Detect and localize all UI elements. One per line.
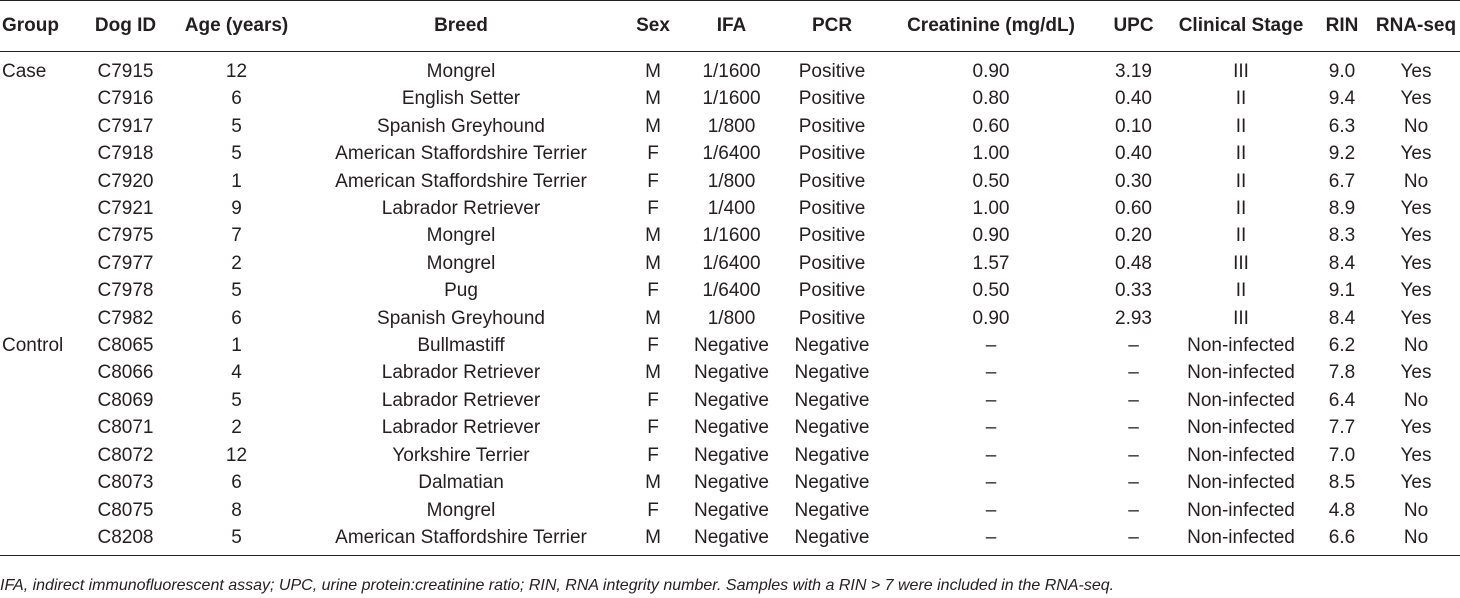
cell-upc: – <box>1128 444 1139 466</box>
cell-dog-id: C7978 <box>97 280 154 302</box>
cell-ifa: 1/6400 <box>702 252 761 274</box>
cell-ifa: Negative <box>694 389 769 411</box>
cell-rin: 9.0 <box>1328 61 1356 82</box>
cell-breed: Mongrel <box>426 225 496 247</box>
cell-age: 1 <box>231 335 242 357</box>
cell-dog-id: C8065 <box>97 335 154 357</box>
cell-age: 2 <box>231 417 242 439</box>
cell-breed: American Staffordshire Terrier <box>335 170 587 192</box>
column-header-clinical-stage: Clinical Stage <box>1170 1 1312 52</box>
cell-dog-id: C8208 <box>78 524 173 556</box>
cell-rin: 8.4 <box>1328 307 1356 329</box>
cell-pcr: Positive <box>798 225 866 247</box>
cell-creatinine: 0.90 <box>972 61 1010 82</box>
cell-sex: F <box>647 389 659 411</box>
table-row <box>0 168 1460 195</box>
table-row <box>0 524 1460 556</box>
cell-breed: Bullmastiff <box>417 335 505 357</box>
cell-upc: 0.20 <box>1115 225 1152 247</box>
cell-breed: Labrador Retriever <box>381 389 541 411</box>
column-header-pcr: PCR <box>779 1 885 52</box>
cell-upc: 0.30 <box>1115 170 1152 192</box>
cell-dog-id: C8071 <box>97 417 154 439</box>
cell-dog-id: C8069 <box>97 389 154 411</box>
cell-creatinine: 0.90 <box>972 225 1010 247</box>
cell-dog-id: C7916 <box>97 88 154 110</box>
cell-pcr: Positive <box>798 252 866 274</box>
cell-dog-id: C7975 <box>97 225 154 247</box>
cell-group <box>0 305 78 332</box>
cell-ifa: 1/1600 <box>702 88 761 110</box>
cell-pcr: Positive <box>798 61 866 82</box>
cell-age: 7 <box>231 225 242 247</box>
cell-upc: 3.19 <box>1115 61 1152 82</box>
cell-group <box>0 442 78 469</box>
cell-creatinine: – <box>885 524 1097 556</box>
cell-creatinine: – <box>985 362 997 384</box>
cell-pcr: Negative <box>794 362 870 384</box>
cell-ifa: Negative <box>684 524 779 556</box>
cell-pcr: Positive <box>798 198 866 220</box>
cell-sex: F <box>647 499 659 521</box>
cell-rin: 7.7 <box>1328 417 1356 439</box>
cell-dog-id: C7977 <box>97 252 154 274</box>
cell-group <box>0 222 78 249</box>
cell-pcr: Negative <box>794 444 870 466</box>
cell-pcr: Negative <box>794 472 870 494</box>
cell-age: 5 <box>173 524 300 556</box>
column-header-age: Age (years) <box>173 1 300 52</box>
cell-rna-seq: No <box>1372 524 1460 556</box>
cell-sex: M <box>645 115 661 137</box>
cell-upc: 0.40 <box>1115 143 1152 165</box>
cell-rna-seq: No <box>1403 389 1429 411</box>
cell-group <box>0 140 78 167</box>
cell-age: 4 <box>231 362 242 384</box>
column-header-sex: Sex <box>622 1 684 52</box>
cell-age: 6 <box>231 472 242 494</box>
cell-upc: 0.10 <box>1115 115 1152 137</box>
cell-breed: Spanish Greyhound <box>377 115 545 137</box>
cell-pcr: Positive <box>798 88 866 110</box>
cell-rin: 7.0 <box>1328 444 1356 466</box>
cell-age: 5 <box>231 115 242 137</box>
cell-breed: English Setter <box>401 88 521 110</box>
cell-clinical-stage: II <box>1235 280 1247 302</box>
cell-group <box>0 414 78 441</box>
cell-sex: M <box>645 252 661 274</box>
cell-sex: M <box>645 362 661 384</box>
cell-ifa: Negative <box>694 362 769 384</box>
cell-clinical-stage: Non-infected <box>1170 524 1312 556</box>
cell-rin: 6.3 <box>1328 115 1356 137</box>
cell-creatinine: 0.50 <box>972 170 1010 192</box>
header-row <box>0 1 1460 52</box>
cell-rna-seq: Yes <box>1400 88 1432 110</box>
cell-dog-id: C8072 <box>97 444 154 466</box>
column-header-creatinine: Creatinine (mg/dL) <box>885 1 1097 52</box>
cell-creatinine: – <box>985 417 997 439</box>
table-row <box>0 85 1460 112</box>
cell-age: 5 <box>231 389 242 411</box>
cell-upc: 0.60 <box>1115 198 1152 220</box>
cell-breed: Spanish Greyhound <box>377 307 545 329</box>
cell-breed: Labrador Retriever <box>381 198 541 220</box>
cell-rin: 9.4 <box>1328 88 1356 110</box>
cell-clinical-stage: II <box>1235 115 1247 137</box>
cell-upc: – <box>1128 362 1139 384</box>
table-row <box>0 469 1460 496</box>
cell-group <box>0 387 78 414</box>
cell-rin: 8.3 <box>1328 225 1356 247</box>
cell-rna-seq: No <box>1403 335 1429 357</box>
cell-clinical-stage: Non-infected <box>1187 499 1295 521</box>
cell-clinical-stage: Non-infected <box>1187 362 1295 384</box>
cell-creatinine: – <box>985 335 997 357</box>
cell-dog-id: C7915 <box>97 61 154 82</box>
cell-rin: 9.2 <box>1328 143 1356 165</box>
cell-rna-seq: Yes <box>1400 225 1432 247</box>
cell-group <box>0 524 78 556</box>
cell-ifa: 1/800 <box>707 170 756 192</box>
cell-clinical-stage: II <box>1235 88 1247 110</box>
cell-creatinine: 1.00 <box>972 198 1010 220</box>
cell-ifa: 1/1600 <box>702 225 761 247</box>
cell-upc: 0.48 <box>1115 252 1152 274</box>
cell-sex: F <box>647 444 659 466</box>
column-header-rin: RIN <box>1312 1 1372 52</box>
cell-pcr: Negative <box>794 389 870 411</box>
cell-rna-seq: Yes <box>1400 143 1432 165</box>
cell-group <box>0 85 78 112</box>
cell-creatinine: – <box>985 472 997 494</box>
cell-rin: 6.4 <box>1328 389 1356 411</box>
cell-dog-id: C8073 <box>97 472 154 494</box>
cell-age: 5 <box>231 280 242 302</box>
table-row <box>0 359 1460 386</box>
table-row <box>0 140 1460 167</box>
cell-clinical-stage: Non-infected <box>1187 444 1295 466</box>
cell-rna-seq: Yes <box>1400 61 1432 82</box>
cell-upc: – <box>1128 499 1139 521</box>
table-row <box>0 52 1460 86</box>
cell-clinical-stage: II <box>1235 143 1247 165</box>
cell-rna-seq: Yes <box>1400 444 1432 466</box>
cell-age: 5 <box>231 143 242 165</box>
cell-creatinine: – <box>985 499 997 521</box>
cell-ifa: 1/800 <box>707 307 756 329</box>
cell-rin: 7.8 <box>1328 362 1356 384</box>
cell-upc: – <box>1128 389 1139 411</box>
cell-upc: 0.40 <box>1115 88 1152 110</box>
cell-pcr: Positive <box>798 170 866 192</box>
cell-clinical-stage: II <box>1235 198 1247 220</box>
cell-upc: – <box>1097 524 1170 556</box>
cell-rin: 6.6 <box>1312 524 1372 556</box>
cell-group <box>0 168 78 195</box>
table-row <box>0 497 1460 524</box>
cell-rin: 9.1 <box>1328 280 1356 302</box>
cell-rin: 6.7 <box>1328 170 1356 192</box>
cell-age: 9 <box>231 198 242 220</box>
cell-dog-id: C8075 <box>97 499 154 521</box>
table-row <box>0 332 1460 359</box>
cell-dog-id: C8066 <box>97 362 154 384</box>
cell-creatinine: 0.50 <box>972 280 1010 302</box>
cell-upc: 0.33 <box>1115 280 1152 302</box>
column-header-upc: UPC <box>1097 1 1170 52</box>
cell-clinical-stage: II <box>1235 225 1247 247</box>
cell-pcr: Negative <box>779 524 885 556</box>
cell-breed: Yorkshire Terrier <box>392 444 530 466</box>
cell-sex: M <box>645 307 661 329</box>
column-header-ifa: IFA <box>684 1 779 52</box>
cell-group <box>0 195 78 222</box>
cell-group <box>0 113 78 140</box>
table-row <box>0 195 1460 222</box>
cell-sex: F <box>647 170 659 192</box>
cell-age: 2 <box>231 252 242 274</box>
cell-rin: 8.5 <box>1328 472 1356 494</box>
cell-breed: Pug <box>444 280 478 302</box>
cell-ifa: 1/800 <box>707 115 756 137</box>
table-footnote: IFA, indirect immunofluorescent assay; UPC, urine protein:creatinine ratio; RIN, RNA integrity number. Samples with a RIN > 7 were included in the RNA-seq. <box>0 577 1115 594</box>
cell-ifa: Negative <box>694 499 769 521</box>
table-row <box>0 305 1460 332</box>
cell-dog-id: C7982 <box>97 307 154 329</box>
cell-ifa: 1/6400 <box>702 280 761 302</box>
cell-age: 12 <box>225 444 248 466</box>
table-body <box>0 52 1460 556</box>
cell-sex: F <box>647 198 659 220</box>
cell-creatinine: 0.80 <box>972 88 1010 110</box>
cell-clinical-stage: III <box>1233 252 1249 274</box>
cell-upc: – <box>1128 472 1139 494</box>
cell-clinical-stage: Non-infected <box>1187 335 1295 357</box>
cell-pcr: Negative <box>794 335 870 357</box>
cell-breed: American Staffordshire Terrier <box>300 524 622 556</box>
cell-upc: – <box>1128 335 1139 357</box>
cell-ifa: Negative <box>694 335 769 357</box>
cell-creatinine: 0.60 <box>972 115 1010 137</box>
cell-rin: 8.4 <box>1328 252 1356 274</box>
column-header-group: Group <box>0 1 78 52</box>
cell-age: 12 <box>225 61 248 82</box>
cell-ifa: Negative <box>694 472 769 494</box>
cell-sex: M <box>645 61 661 82</box>
cell-pcr: Positive <box>798 307 866 329</box>
cell-pcr: Negative <box>794 499 870 521</box>
cell-clinical-stage: Non-infected <box>1187 472 1295 494</box>
cell-clinical-stage: II <box>1235 170 1247 192</box>
cell-rna-seq: No <box>1403 499 1429 521</box>
cell-sex: F <box>647 335 659 357</box>
cell-group <box>0 250 78 277</box>
cell-dog-id: C7920 <box>97 170 154 192</box>
cell-sex: M <box>645 88 661 110</box>
cell-group: Control <box>2 335 64 357</box>
table-row <box>0 222 1460 249</box>
cell-age: 6 <box>231 307 242 329</box>
cell-creatinine: – <box>985 389 997 411</box>
cell-creatinine: 1.57 <box>972 252 1010 274</box>
cell-ifa: 1/1600 <box>702 61 761 82</box>
cell-clinical-stage: III <box>1233 61 1249 82</box>
column-header-rna-seq: RNA-seq <box>1372 1 1460 52</box>
cell-rna-seq: Yes <box>1400 198 1432 220</box>
cell-rna-seq: Yes <box>1400 280 1432 302</box>
cell-breed: Labrador Retriever <box>381 362 541 384</box>
cell-ifa: 1/400 <box>707 198 756 220</box>
cell-rna-seq: Yes <box>1400 252 1432 274</box>
cell-upc: 2.93 <box>1115 307 1152 329</box>
cell-breed: Mongrel <box>426 252 496 274</box>
cell-age: 1 <box>231 170 242 192</box>
cell-breed: American Staffordshire Terrier <box>335 143 587 165</box>
cell-breed: Mongrel <box>426 61 496 82</box>
cell-sex: M <box>645 472 661 494</box>
cell-rin: 6.2 <box>1328 335 1356 357</box>
cell-group <box>0 497 78 524</box>
cell-sex: F <box>647 143 659 165</box>
table-header <box>0 1 1460 52</box>
cell-rna-seq: No <box>1403 115 1429 137</box>
cell-age: 8 <box>231 499 242 521</box>
table-row <box>0 414 1460 441</box>
cell-breed: Labrador Retriever <box>381 417 541 439</box>
cell-upc: – <box>1128 417 1139 439</box>
column-header-dog-id: Dog ID <box>78 1 173 52</box>
cell-group <box>0 359 78 386</box>
table-row <box>0 113 1460 140</box>
table-row <box>0 387 1460 414</box>
cell-rna-seq: No <box>1403 170 1429 192</box>
cell-age: 6 <box>231 88 242 110</box>
cell-sex: F <box>647 417 659 439</box>
cell-clinical-stage: III <box>1233 307 1249 329</box>
cell-rna-seq: Yes <box>1400 362 1432 384</box>
cell-pcr: Positive <box>798 143 866 165</box>
cell-sex: M <box>622 524 684 556</box>
cell-creatinine: 0.90 <box>972 307 1010 329</box>
cell-pcr: Positive <box>798 115 866 137</box>
cell-clinical-stage: Non-infected <box>1187 389 1295 411</box>
table-row <box>0 442 1460 469</box>
table-row <box>0 250 1460 277</box>
cell-rna-seq: Yes <box>1400 472 1432 494</box>
cell-group <box>0 469 78 496</box>
cell-rna-seq: Yes <box>1400 417 1432 439</box>
cell-rna-seq: Yes <box>1400 307 1432 329</box>
cell-creatinine: 1.00 <box>972 143 1010 165</box>
cell-pcr: Negative <box>794 417 870 439</box>
cell-creatinine: – <box>985 444 997 466</box>
cell-dog-id: C7921 <box>97 198 154 220</box>
cell-sex: F <box>647 280 659 302</box>
column-header-breed: Breed <box>300 1 622 52</box>
cell-dog-id: C7917 <box>97 115 154 137</box>
cell-ifa: 1/6400 <box>702 143 761 165</box>
cell-dog-id: C7918 <box>97 143 154 165</box>
cell-group: Case <box>2 61 47 82</box>
cell-pcr: Positive <box>798 280 866 302</box>
cell-clinical-stage: Non-infected <box>1187 417 1295 439</box>
table-row <box>0 277 1460 304</box>
cell-ifa: Negative <box>694 417 769 439</box>
cell-breed: Dalmatian <box>418 472 504 494</box>
cell-ifa: Negative <box>694 444 769 466</box>
cell-rin: 4.8 <box>1328 499 1356 521</box>
cell-group <box>0 277 78 304</box>
cell-sex: M <box>645 225 661 247</box>
cell-rin: 8.9 <box>1328 198 1356 220</box>
cell-breed: Mongrel <box>426 499 496 521</box>
